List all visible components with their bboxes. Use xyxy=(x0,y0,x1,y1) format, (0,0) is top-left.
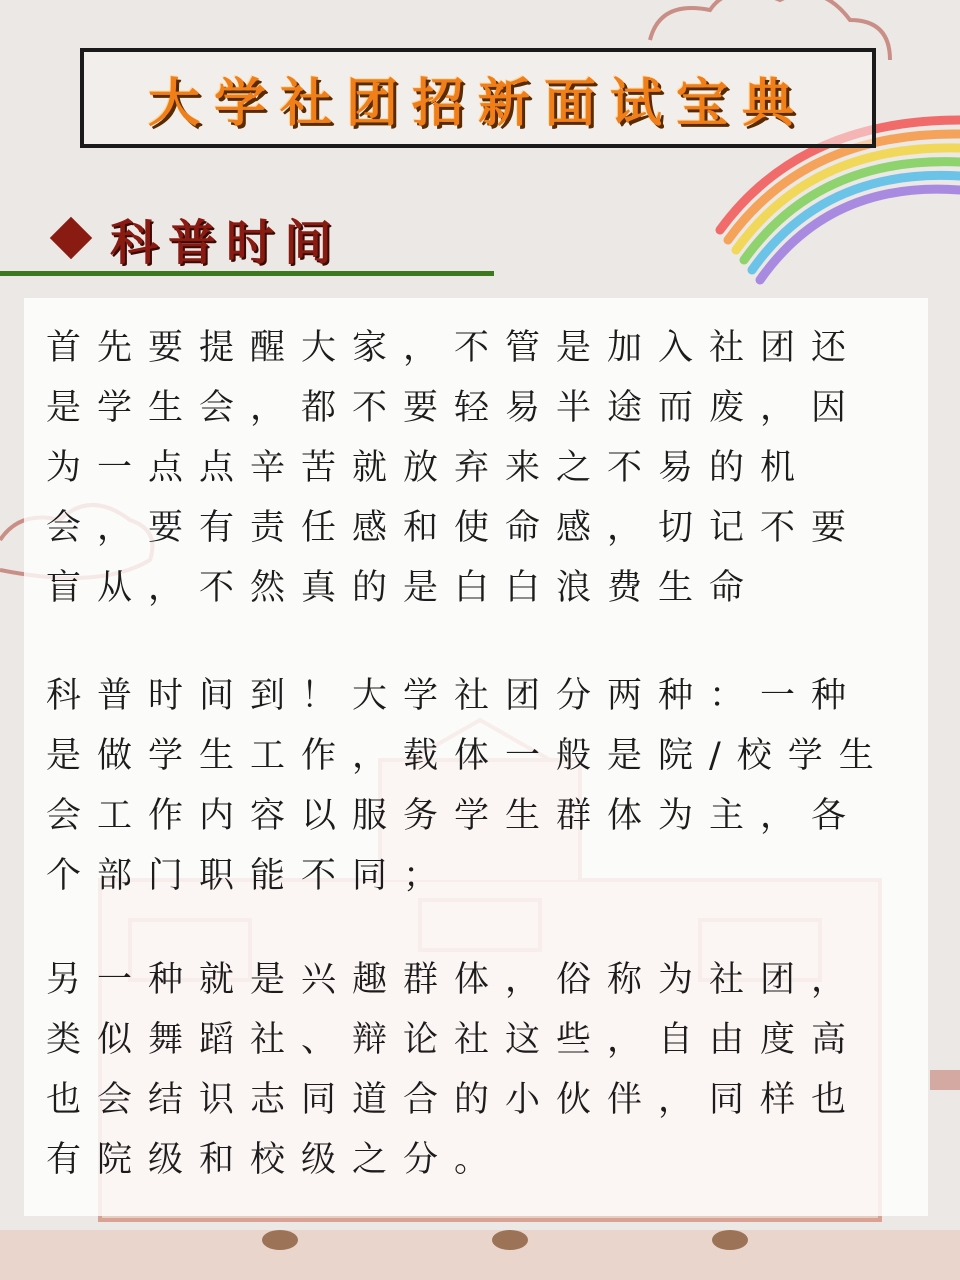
paragraph-intro: 首先要提醒大家，不管是加入社团还是学生会，都不要轻易半途而废，因为一点点辛苦就放弃来之不易的机会，要有责任感和使命感，切记不要盲从，不然真的是白白浪费生命 xyxy=(46,328,863,608)
paragraph-student-union: 科普时间到！大学社团分两种：一种是做学生工作，载体一般是院/校学生会工作内容以服务学生群体为主，各个部门职能不同； xyxy=(46,676,890,896)
section-divider xyxy=(0,271,494,276)
section-title: 科普时间 xyxy=(110,214,343,271)
diamond-bullet-icon xyxy=(50,217,92,259)
title-banner xyxy=(80,48,876,148)
section-header xyxy=(48,206,342,270)
paragraph-interest-clubs: 另一种就是兴趣群体，俗称为社团，类似舞蹈社、辩论社这些，自由度高也会结识志同道合的小伙伴，同样也有院级和校级之分。 xyxy=(46,960,863,1180)
page-title: 大学社团招新面试宝典 xyxy=(147,73,808,134)
